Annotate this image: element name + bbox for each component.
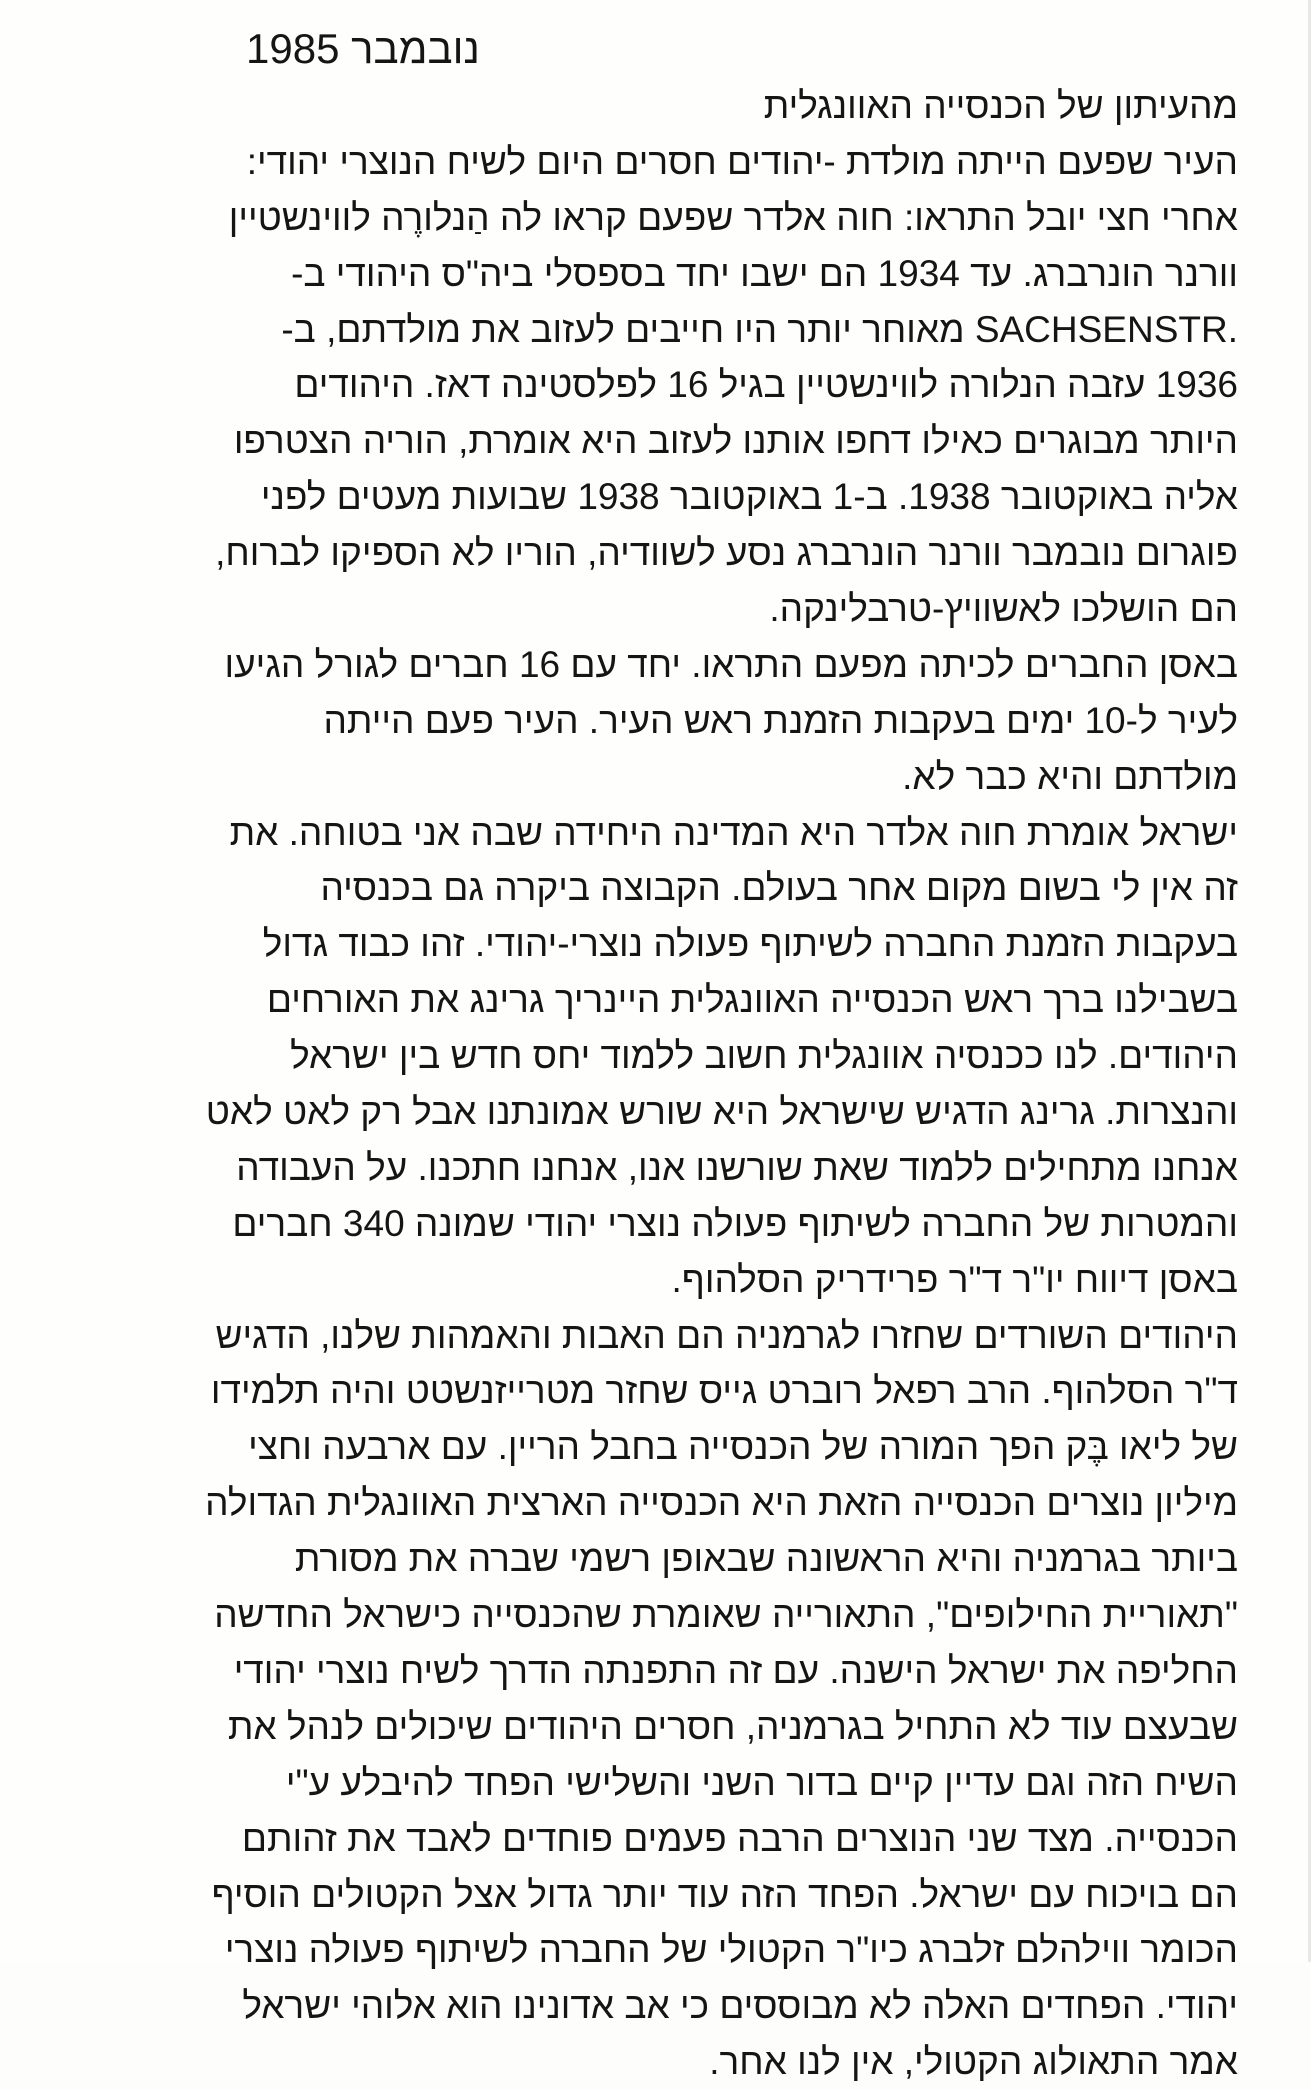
text-line: והמטרות של החברה לשיתוף פעולה נוצרי יהודי שמונה 340 חברים xyxy=(232,1202,1238,1244)
text-line: פוגרום נובמבר וורנר הונרברג נסע לשוודיה, הוריו לא הספיקו לברוח, xyxy=(215,532,1238,574)
text-line: החליפה את ישראל הישנה. עם זה התפנתה הדרך לשיח נוצרי יהודי xyxy=(233,1649,1238,1691)
text-line: היהודים השורדים שחזרו לגרמניה הם האבות והאמהות שלנו, הדגיש xyxy=(215,1314,1238,1356)
text-line: וורנר הונרברג. עד 1934 הם ישבו יחד בספסלי ביה"ס היהודי ב- xyxy=(291,252,1238,294)
text-line: היותר מבוגרים כאילו דחפו אותנו לעזוב היא אומרת, הוריה הצטרפו xyxy=(233,420,1238,462)
text-line: בשבילנו ברך ראש הכנסייה האוונגלית היינריך גרינג את האורחים xyxy=(266,979,1238,1021)
text-line: והנצרות. גרינג הדגיש שישראל היא שורש אמונתנו אבל רק לאט לאט xyxy=(205,1091,1238,1133)
text-line: שבעצם עוד לא התחיל בגרמניה, חסרים היהודים שיכולים לנהל את xyxy=(227,1705,1238,1747)
text-line: .SACHSENSTR מאוחר יותר היו חייבים לעזוב את מולדתם, ב- xyxy=(281,308,1238,350)
text-line: 1936 עזבה הנלורה לווינשטיין בגיל 16 לפלסטינה דאז. היהודים xyxy=(294,364,1238,406)
text-line: "תאוריית החילופים", התאורייה שאומרת שהכנסייה כישראל החדשה xyxy=(214,1594,1238,1636)
text-line: זה אין לי בשום מקום אחר בעולם. הקבוצה ביקרה גם בכנסיה xyxy=(320,867,1238,909)
text-line: השיח הזה וגם עדיין קיים בדור השני והשלישי הפחד להיבלע ע"י xyxy=(285,1761,1238,1803)
text-line: באסן החברים לכיתה מפעם התראו. יחד עם 16 חברים לגורל הגיעו xyxy=(224,643,1238,685)
text-line: מולדתם והיא כבר לא. xyxy=(902,755,1238,797)
text-line: הם הושלכו לאשוויץ-טרבלינקה. xyxy=(769,588,1238,630)
text-line: הכנסייה. מצד שני הנוצרים הרבה פעמים פוחדים לאבד את זהותם xyxy=(241,1817,1238,1859)
text-line: מהעיתון של הכנסייה האוונגלית xyxy=(763,85,1238,126)
text-line: בעקבות הזמנת החברה לשיתוף פעולה נוצרי-יהודי. זהו כבוד גדול xyxy=(262,923,1238,965)
text-line: העיר שפעם הייתה מולדת -יהודים חסרים היום לשיח הנוצרי יהודי: xyxy=(246,140,1238,182)
text-line: באסן דיווח יו"ר ד"ר פרידריק הסלהוף. xyxy=(671,1258,1238,1300)
text-line: של ליאו בֶּק הפך המורה של הכנסייה בחבל הריין. עם ארבעה וחצי xyxy=(248,1426,1238,1468)
text-line: ד"ר הסלהוף. הרב רפאל רוברט גייס שחזר מטרייזנשטט והיה תלמידו xyxy=(210,1370,1238,1412)
text-line: הכומר ווילהלם זלברג כיו"ר הקטולי של החברה לשיתוף פעולה נוצרי xyxy=(224,1929,1238,1971)
text-line: ביותר בגרמניה והיא הראשונה שבאופן רשמי שברה את מסורת xyxy=(294,1538,1238,1580)
text-line: אנחנו מתחילים ללמוד שאת שורשנו אנו, אנחנו חתכנו. על העבודה xyxy=(236,1146,1238,1188)
document-date: נובמבר 1985 xyxy=(246,25,480,72)
text-line: היהודים. לנו ככנסיה אוונגלית חשוב ללמוד יחס חדש בין ישראל xyxy=(290,1035,1238,1077)
article-body xyxy=(108,78,1238,2090)
text-line: מיליון נוצרים הכנסייה הזאת היא הכנסייה הארצית האוונגלית הגדולה xyxy=(205,1482,1238,1524)
text-line: אליה באוקטובר 1938. ב-1 באוקטובר 1938 שבועות מעטים לפני xyxy=(260,476,1238,518)
text-line: יהודי. הפחדים האלה לא מבוססים כי אב אדונינו הוא אלוהי ישראל xyxy=(242,1985,1238,2027)
text-line: הם בויכוח עם ישראל. הפחד הזה עוד יותר גדול אצל הקטולים הוסיף xyxy=(211,1873,1238,1915)
text-line: לעיר ל-10 ימים בעקבות הזמנת ראש העיר. העיר פעם הייתה xyxy=(323,699,1238,741)
text-line: ישראל אומרת חוה אלדר היא המדינה היחידה שבה אני בטוחה. את xyxy=(229,811,1238,853)
text-line: אמר התאולוג הקטולי, אין לנו אחר. xyxy=(709,2041,1238,2083)
text-line: אחרי חצי יובל התראו: חוה אלדר שפעם קראו לה הַנלורֶה לווינשטיין xyxy=(228,196,1238,238)
